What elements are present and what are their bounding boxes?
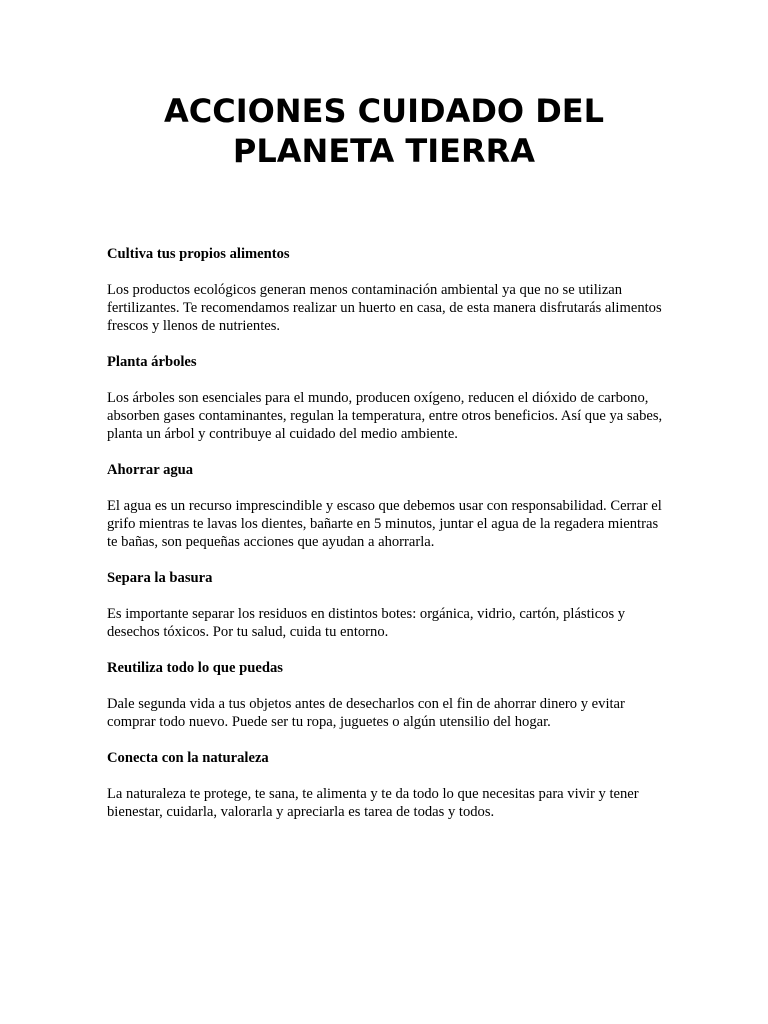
- section-paragraph: Es importante separar los residuos en distintos botes: orgánica, vidrio, cartón, plásticos y desechos tóxicos. Por tu salud, cuida tu entorno.: [107, 606, 626, 640]
- section-paragraph: El agua es un recurso imprescindible y escaso que debemos usar con responsabilidad. Cerrar el grifo mientras te lavas los dientes, bañarte en 5 minutos, juntar el agua de la regadera mientras te bañas, son pequeñas acciones que ayudan a ahorrarla.: [107, 498, 662, 550]
- section-paragraph: Dale segunda vida a tus objetos antes de desecharlos con el fin de ahorrar dinero y evitar comprar todo nuevo. Puede ser tu ropa, juguetes o algún utensilio del hogar.: [107, 696, 625, 730]
- section-agua: [107, 461, 667, 551]
- section-paragraph: Los productos ecológicos generan menos contaminación ambiental ya que no se utilizan fertilizantes. Te recomendamos realizar un huerto en casa, de esta manera disfrutarás alimentos frescos y llenos de nutrientes.: [107, 282, 662, 334]
- section-heading: Ahorrar agua: [107, 462, 194, 478]
- section-paragraph: La naturaleza te protege, te sana, te alimenta y te da todo lo que necesitas para vivir y tener bienestar, cuidarla, valorarla y apreciarla es tarea de todas y todos.: [107, 786, 639, 820]
- page-title: ACCIONES CUIDADO DEL PLANETA TIERRA: [163, 92, 605, 170]
- section-planta: [107, 353, 667, 443]
- section-paragraph: Los árboles son esenciales para el mundo, producen oxígeno, reducen el dióxido de carbono, absorben gases contaminantes, regulan la temperatura, entre otros beneficios. Así que ya sabes, planta un árbol y contribuye al cuidado del medio ambiente.: [107, 390, 663, 442]
- section-heading: Conecta con la naturaleza: [107, 750, 269, 766]
- section-basura: [107, 569, 667, 641]
- section-naturaleza: [107, 749, 667, 821]
- section-heading: Cultiva tus propios alimentos: [107, 246, 290, 262]
- section-heading: Separa la basura: [107, 570, 213, 586]
- section-reutiliza: [107, 659, 667, 731]
- section-heading: Planta árboles: [107, 354, 197, 370]
- section-heading: Reutiliza todo lo que puedas: [107, 660, 283, 676]
- document-body: [107, 245, 667, 839]
- section-cultiva: [107, 245, 667, 335]
